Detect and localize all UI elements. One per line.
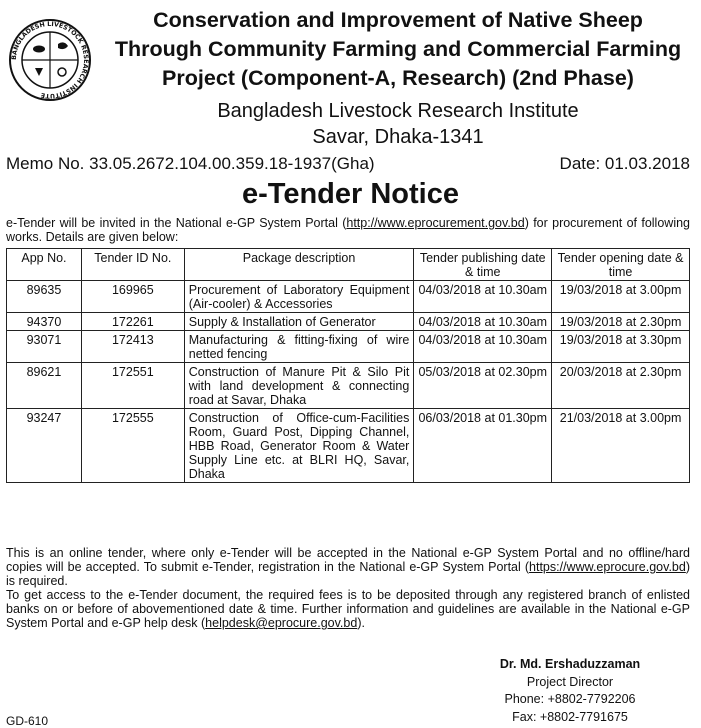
- memo-row: [6, 153, 690, 175]
- app-no-cell: 94370: [7, 313, 82, 331]
- publishing-cell: 04/03/2018 at 10.30am: [414, 313, 552, 331]
- signatory-fax: Fax: +8802-7791675: [512, 709, 628, 724]
- tender-id-cell: 172261: [81, 313, 184, 331]
- tender-table: [6, 248, 690, 483]
- table-row: [7, 281, 690, 313]
- description-cell: Procurement of Laboratory Equipment (Air-cooler) & Accessories: [184, 281, 414, 313]
- app-no-cell: 89635: [7, 281, 82, 313]
- tender-id-cell: 172551: [81, 363, 184, 409]
- app-no-cell: 89621: [7, 363, 82, 409]
- gd-number: GD-610: [6, 714, 49, 728]
- table-header-row: [7, 249, 690, 281]
- app-no-cell: 93247: [7, 409, 82, 483]
- memo-number: Memo No. 33.05.2672.104.00.359.18-1937(Gha): [6, 154, 375, 173]
- eprocurement-link[interactable]: http://www.eprocurement.gov.bd: [346, 216, 525, 230]
- logo-text: BANGLADESH LIVESTOCK RESEARCH INSTITUTE: [10, 20, 90, 100]
- footer-p1-before: This is an online tender, where only e-Tender will be accepted in the National e-GP System Portal and no offline/hard copies will be accepted. To submit e-Tender, registration in the National e-GP System Portal (: [6, 546, 690, 574]
- eprocure-link[interactable]: https://www.eprocure.gov.bd: [529, 560, 686, 574]
- opening-cell: 19/03/2018 at 3.30pm: [552, 331, 690, 363]
- blri-logo: [8, 18, 92, 102]
- table-row: [7, 331, 690, 363]
- footer-text: [6, 546, 690, 630]
- project-title: [100, 6, 696, 93]
- opening-cell: 19/03/2018 at 3.00pm: [552, 281, 690, 313]
- intro-text-after: ) for procurement of following works. Details are given below:: [6, 216, 690, 244]
- footer-p2-after: ).: [357, 616, 365, 630]
- description-cell: Construction of Office-cum-Facilities Room, Guard Post, Dipping Channel, HBB Road, Generator Room & Water Supply Line etc. at BLRI HQ, Savar, Dhaka: [184, 409, 414, 483]
- table-row: [7, 409, 690, 483]
- access-paragraph: [6, 588, 690, 630]
- online-tender-paragraph: [6, 546, 690, 588]
- publishing-cell: 06/03/2018 at 01.30pm: [414, 409, 552, 483]
- notice-title: e-Tender Notice: [241, 178, 459, 210]
- intro-text-before: e-Tender will be invited in the National e-GP System Portal (: [6, 216, 347, 230]
- header-publishing-date: Tender publishing date & time: [414, 249, 552, 281]
- opening-cell: 20/03/2018 at 2.30pm: [552, 363, 690, 409]
- memo-date: Date: 01.03.2018: [559, 154, 690, 173]
- footer-p2-before: To get access to the e-Tender document, the required fees is to be deposited through any registered branch of enlisted banks on or before of abovementioned date & time. Further information and guidelines are available in the National e-GP System Portal and e-GP help desk (: [6, 588, 690, 630]
- header-opening-date: Tender opening date & time: [552, 249, 690, 281]
- organization-name: Bangladesh Livestock Research Institute: [217, 100, 579, 122]
- publishing-cell: 04/03/2018 at 10.30am: [414, 331, 552, 363]
- opening-cell: 19/03/2018 at 2.30pm: [552, 313, 690, 331]
- signatory-phone: Phone: +8802-7792206: [504, 692, 636, 706]
- helpdesk-email-link[interactable]: helpdesk@eprocure.gov.bd: [205, 616, 358, 630]
- header-app-no: App No.: [7, 249, 82, 281]
- publishing-cell: 04/03/2018 at 10.30am: [414, 281, 552, 313]
- description-cell: Manufacturing & fitting-fixing of wire netted fencing: [184, 331, 414, 363]
- intro-paragraph: [6, 216, 690, 244]
- title-line-1: Conservation and Improvement of Native Sheep: [153, 8, 643, 32]
- header-package-description: Package description: [184, 249, 414, 281]
- signature-block: [470, 656, 670, 726]
- opening-cell: 21/03/2018 at 3.00pm: [552, 409, 690, 483]
- title-line-2: Through Community Farming and Commercial Farming: [114, 37, 682, 61]
- signatory-name: Dr. Md. Ershaduzzaman: [499, 657, 641, 671]
- table-row: [7, 313, 690, 331]
- publishing-cell: 05/03/2018 at 02.30pm: [414, 363, 552, 409]
- tender-id-cell: 172555: [81, 409, 184, 483]
- description-cell: Construction of Manure Pit & Silo Pit with land development & connecting road at Savar, Dhaka: [184, 363, 414, 409]
- description-cell: Supply & Installation of Generator: [184, 313, 414, 331]
- tender-id-cell: 169965: [81, 281, 184, 313]
- signatory-designation: Project Director: [526, 674, 614, 689]
- footer-p1-after: ) is required.: [6, 560, 690, 588]
- organization-address: [100, 98, 696, 150]
- header-tender-id: Tender ID No.: [81, 249, 184, 281]
- tender-id-cell: 172413: [81, 331, 184, 363]
- organization-location: Savar, Dhaka-1341: [312, 126, 484, 148]
- title-line-3: Project (Component-A, Research) (2nd Phase): [162, 66, 634, 90]
- table-row: [7, 363, 690, 409]
- app-no-cell: 93071: [7, 331, 82, 363]
